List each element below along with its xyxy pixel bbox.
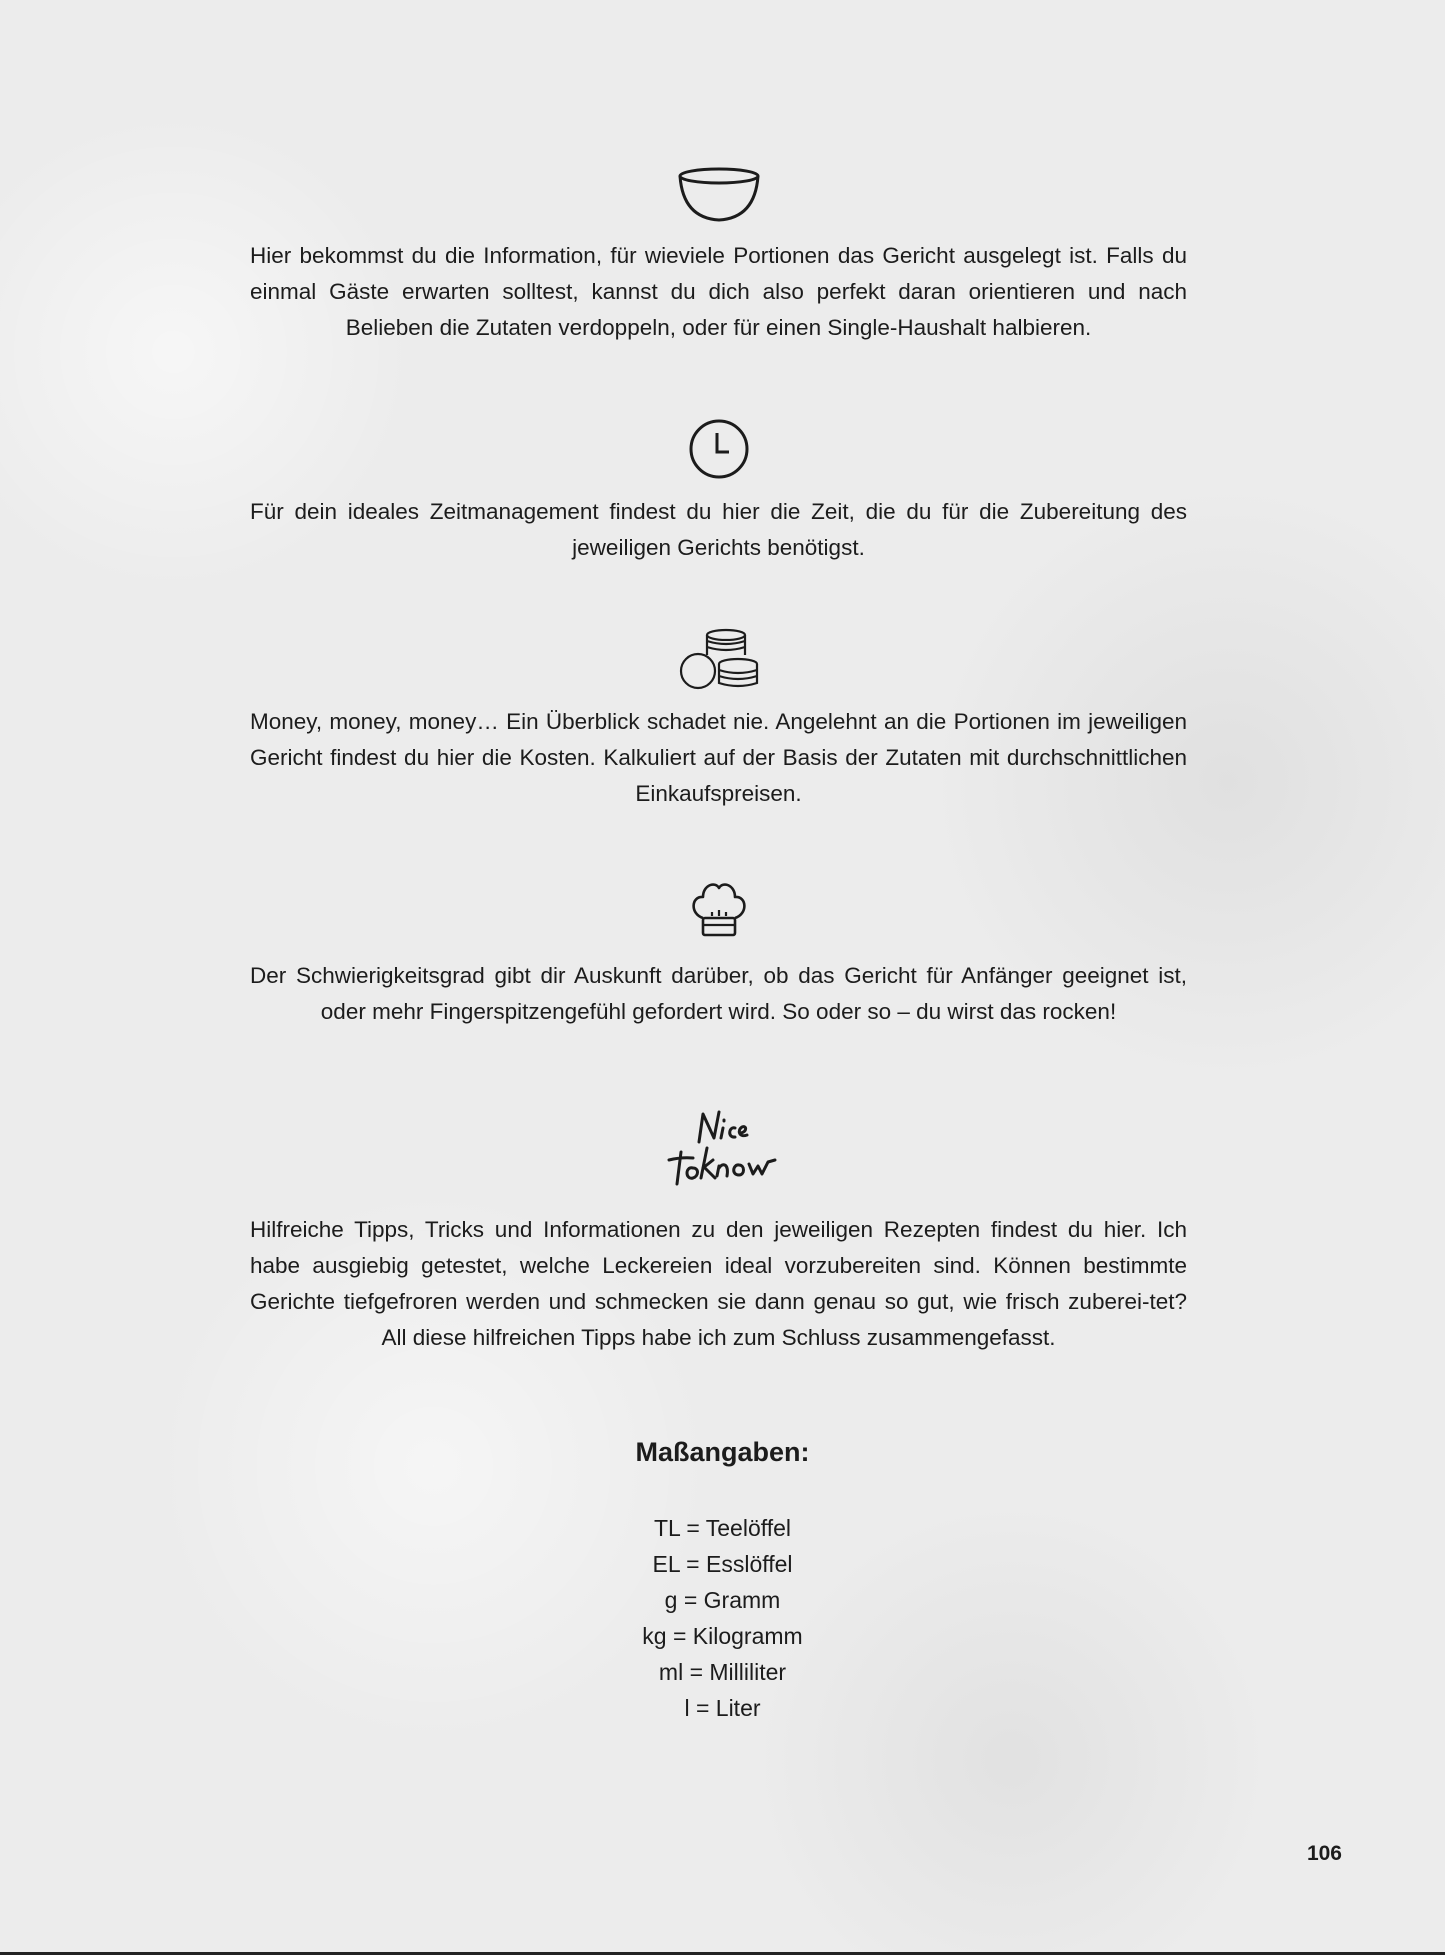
list-item: ml = Milliliter	[658, 1659, 787, 1685]
list-item: l = Liter	[684, 1695, 761, 1721]
time-text: Für dein ideales Zeitmanagement findest du hier die Zeit, die du für die Zubereitung des jeweiligen Gerichts benötigst.	[250, 499, 1187, 560]
cost-section	[250, 628, 1187, 812]
measurements-list	[0, 1510, 1445, 1726]
difficulty-section	[250, 878, 1187, 1030]
list-item: g = Gramm	[664, 1587, 781, 1613]
chef-hat-icon	[688, 878, 750, 940]
portions-section	[250, 166, 1187, 346]
list-item: kg = Kilogramm	[642, 1623, 803, 1649]
list-item: EL = Esslöffel	[652, 1551, 793, 1577]
bowl-icon	[677, 166, 761, 224]
coins-icon	[677, 628, 761, 690]
portions-text: Hier bekommst du die Information, für wieviele Portionen das Gericht ausgelegt ist. Falls du einmal Gäste erwarten solltest, kannst du dich also perfekt daran orientieren und nach Belieben die Zutaten verdoppeln, oder für einen Single-Haushalt halbieren.	[250, 243, 1187, 340]
clock-icon	[688, 418, 750, 480]
tips-text: Hilfreiche Tipps, Tricks und Informationen zu den jeweiligen Rezepten findest du hier. Ich habe ausgiebig getestet, welche Leckereien ideal vorzubereiten sind. Können bestimmte Gerichte tiefgefroren werden und schmecken sie dann genau so gut, wie frisch zuberei-tet? All diese hilfreichen Tipps habe ich zum Schluss zusammengefasst.	[250, 1217, 1187, 1350]
difficulty-text: Der Schwierigkeitsgrad gibt dir Auskunft darüber, ob das Gericht für Anfänger geeignet ist, oder mehr Fingerspitzengefühl gefordert wird. So oder so – du wirst das rocken!	[250, 963, 1187, 1024]
measurements-heading: Maßangaben:	[635, 1437, 810, 1467]
time-section	[250, 418, 1187, 566]
tips-section	[250, 1108, 1187, 1356]
list-item: TL = Teelöffel	[653, 1515, 792, 1541]
nice-to-know-logo	[659, 1108, 779, 1190]
page-number: 106	[1306, 1842, 1342, 1865]
cost-text: Money, money, money… Ein Überblick schadet nie. Angelehnt an die Portionen im jeweiligen Gericht findest du hier die Kosten. Kalkuliert auf der Basis der Zutaten mit durchschnittlichen Einkaufspreisen.	[250, 709, 1187, 806]
